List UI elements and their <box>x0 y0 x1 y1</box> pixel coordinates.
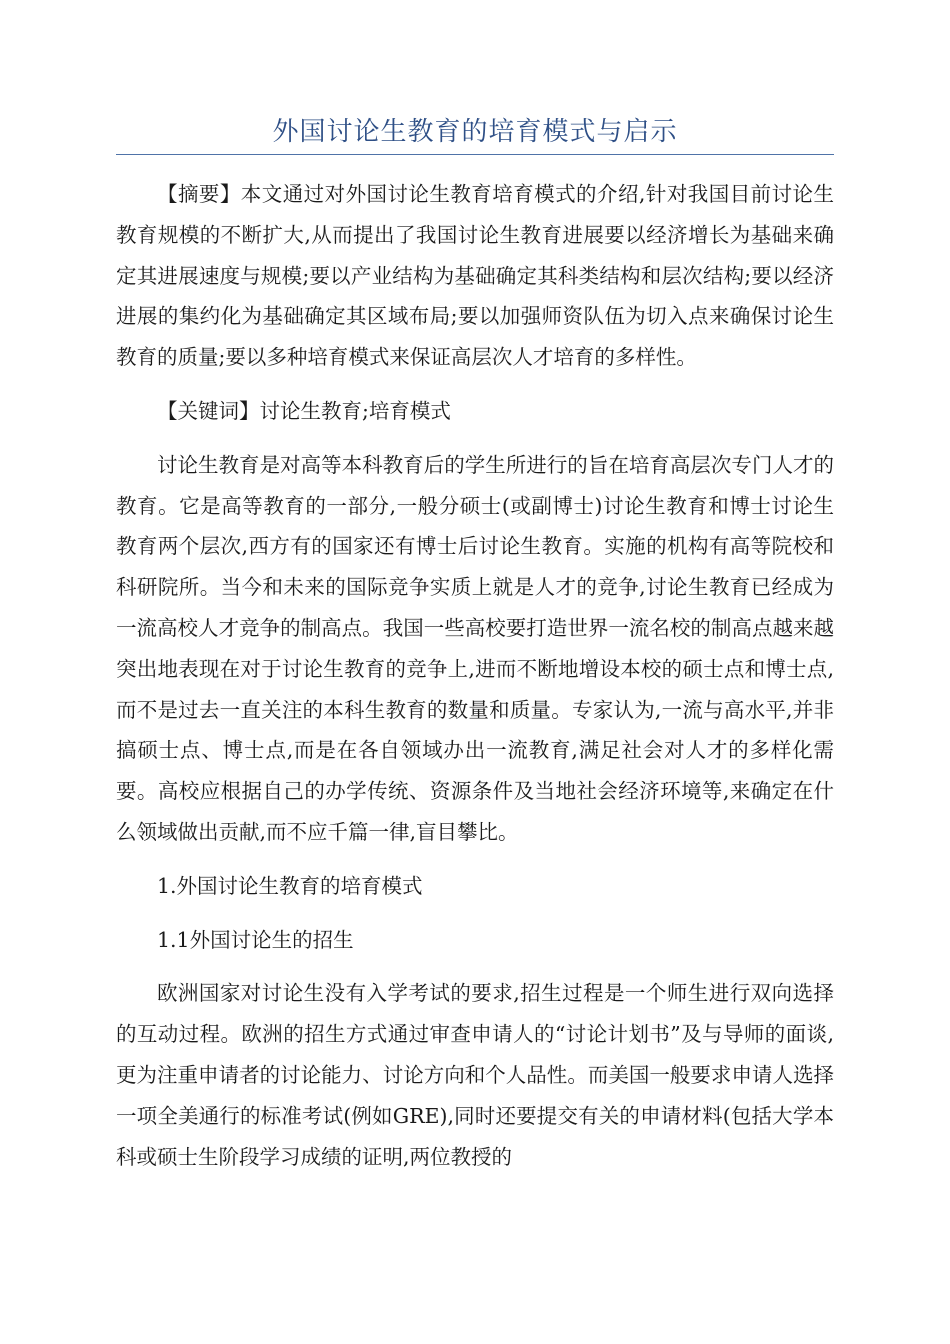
subsection-paragraph: 欧洲国家对讨论生没有入学考试的要求,招生过程是一个师生进行双向选择的互动过程。欧洲的招生方式通过审查申请人的“讨论计划书”及与导师的面谈,更为注重申请者的讨论能力、讨论方向和个人品性。而美国一般要求申请人选择一项全美通行的标准考试(例如GRE),同时还要提交有关的申请材料(包括大学本科或硕士生阶段学习成绩的证明,两位教授的 <box>116 981 834 1169</box>
section-heading: 1.外国讨论生教育的培育模式 <box>157 873 423 898</box>
keywords-paragraph: 【关键词】讨论生教育;培育模式 <box>157 398 451 423</box>
title-divider <box>116 154 834 155</box>
document-body <box>116 174 834 1190</box>
document-title: 外国讨论生教育的培育模式与启示 <box>272 117 678 147</box>
abstract-paragraph: 【摘要】本文通过对外国讨论生教育培育模式的介绍,针对我国目前讨论生教育规模的不断扩大,从而提出了我国讨论生教育进展要以经济增长为基础来确定其进展速度与规模;要以产业结构为基础确定其科类结构和层次结构;要以经济进展的集约化为基础确定其区域布局;要以加强师资队伍为切入点来确保讨论生教育的质量;要以多种培育模式来保证高层次人才培育的多样性。 <box>116 182 834 370</box>
intro-paragraph: 讨论生教育是对高等本科教育后的学生所进行的旨在培育高层次专门人才的教育。它是高等教育的一部分,一般分硕士(或副博士)讨论生教育和博士讨论生教育两个层次,西方有的国家还有博士后讨论生教育。实施的机构有高等院校和科研院所。当今和未来的国际竞争实质上就是人才的竞争,讨论生教育已经成为一流高校人才竞争的制高点。我国一些高校要打造世界一流名校的制高点越来越突出地表现在对于讨论生教育的竞争上,进而不断地增设本校的硕士点和博士点,而不是过去一直关注的本科生教育的数量和质量。专家认为,一流与高水平,并非搞硕士点、博士点,而是在各自领域办出一流教育,满足社会对人才的多样化需要。高校应根据自己的办学传统、资源条件及当地社会经济环境等,来确定在什么领域做出贡献,而不应千篇一律,盲目攀比。 <box>116 452 834 844</box>
subsection-heading: 1.1外国讨论生的招生 <box>157 927 354 952</box>
